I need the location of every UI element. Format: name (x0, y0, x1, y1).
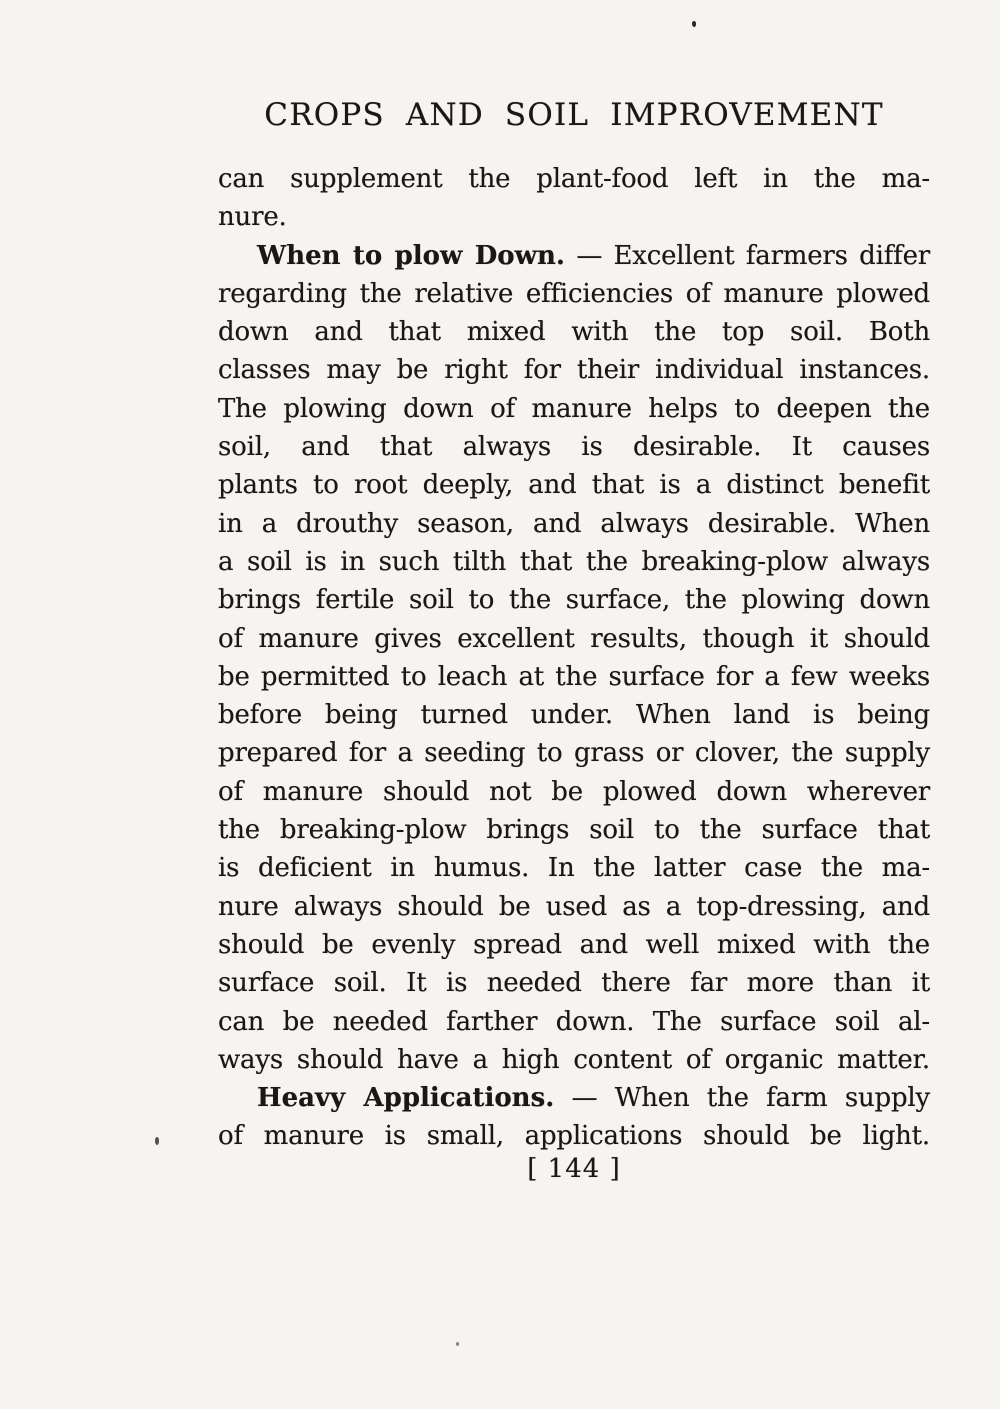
text-line (218, 237, 930, 275)
text-line (218, 696, 930, 734)
text-line (218, 1003, 930, 1041)
line-text: of manure should not be plowed down wherever (218, 776, 930, 807)
line-text: surface soil. It is needed there far more than it (218, 968, 930, 999)
line-text: a soil is in such tilth that the breaking-plow always (218, 546, 930, 577)
text-line (218, 773, 930, 811)
text-line (218, 1041, 930, 1079)
text-line (218, 849, 930, 887)
paragraph-lead-label: Heavy Applications. (257, 1083, 555, 1114)
text-line (218, 505, 930, 543)
text-line (218, 543, 930, 581)
text-line (218, 811, 930, 849)
text-line (218, 1079, 930, 1117)
line-text: nure. (218, 202, 287, 233)
scan-speck (456, 1342, 459, 1346)
text-line (218, 351, 930, 389)
text-line (218, 926, 930, 964)
line-text: before being turned under. When land is being (218, 700, 930, 731)
line-text: soil, and that always is desirable. It causes (218, 432, 930, 463)
line-text: should be evenly spread and well mixed with the (218, 929, 930, 960)
line-text: nure always should be used as a top-dressing, and (218, 891, 930, 922)
text-line (218, 275, 930, 313)
line-text: of manure is small, applications should be light. (218, 1121, 930, 1152)
text-line (218, 198, 930, 236)
text-line (218, 466, 930, 504)
line-text: ways should have a high content of organic matter. (218, 1044, 930, 1075)
page-number: [ 144 ] (527, 1154, 621, 1184)
line-text: regarding the relative efficiencies of manure plowed (218, 278, 930, 309)
line-text: — When the farm supply (554, 1083, 930, 1114)
page-header: CROPS AND SOIL IMPROVEMENT (264, 97, 884, 133)
line-text: be permitted to leach at the surface for a few weeks (218, 661, 930, 692)
line-text: brings fertile soil to the surface, the plowing down (218, 585, 930, 616)
paragraph-lead-label: When to plow Down. (257, 240, 565, 271)
text-line (218, 390, 930, 428)
line-text: prepared for a seeding to grass or clover, the supply (218, 738, 930, 769)
text-line (218, 428, 930, 466)
scan-speck (155, 1137, 159, 1145)
line-text: in a drouthy season, and always desirable. When (218, 508, 930, 539)
body-text (218, 160, 930, 1156)
line-text: plants to root deeply, and that is a distinct benefit (218, 470, 930, 501)
line-text: of manure gives excellent results, though it should (218, 623, 930, 654)
line-text: down and that mixed with the top soil. Both (218, 317, 930, 348)
text-line (218, 964, 930, 1002)
line-text: classes may be right for their individual instances. (218, 355, 930, 386)
line-text: the breaking-plow brings soil to the surface that (218, 815, 930, 846)
text-line (218, 888, 930, 926)
text-line (218, 734, 930, 772)
text-line (218, 313, 930, 351)
text-line (218, 160, 930, 198)
scan-speck (692, 21, 696, 27)
text-line (218, 620, 930, 658)
line-text: The plowing down of manure helps to deepen the (218, 393, 930, 424)
text-line (218, 658, 930, 696)
text-line (218, 581, 930, 619)
line-text: is deficient in humus. In the latter case the ma- (218, 853, 930, 884)
line-text: can supplement the plant-food left in the ma- (218, 164, 930, 194)
line-text: can be needed farther down. The surface soil al- (218, 1006, 930, 1037)
line-text: — Excellent farmers differ (564, 240, 930, 271)
